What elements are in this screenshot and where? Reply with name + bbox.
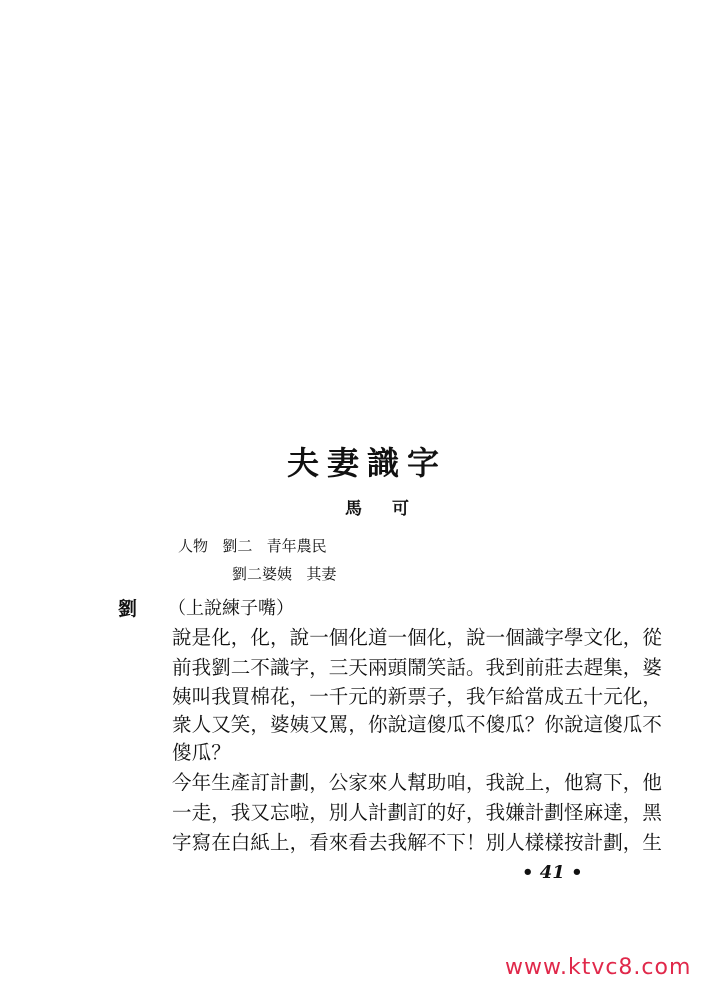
page-title: 夫妻識字 <box>286 444 447 482</box>
text-line: 前我劉二不識字，三天兩頭鬧笑話。我到前莊去趕集，婆 <box>172 656 663 679</box>
text-line: 衆人又笑，婆姨又罵，你說這傻瓜不傻瓜？你說這傻瓜不 <box>172 713 663 736</box>
cast-line-2 <box>232 563 336 584</box>
cast-line-1 <box>178 535 327 556</box>
text-line: 說是化，化，說一個化道一個化，說一個識字學文化，從 <box>172 626 663 649</box>
speaker: 劉 <box>118 598 138 620</box>
cast-name: 劉二婆姨 <box>232 565 293 583</box>
cast-label: 人物 <box>178 537 209 555</box>
text-line: 傻瓜？ <box>172 741 231 764</box>
cast-name: 劉二 <box>222 537 253 555</box>
text-line: 今年生產訂計劃，公家來人幫助咱，我說上，他寫下，他 <box>172 771 663 794</box>
text-line: 字寫在白紙上，看來看去我解不下！別人樣樣按計劃，生 <box>172 831 663 854</box>
cast-desc: 青年農民 <box>266 537 327 555</box>
cast-desc: 其妻 <box>306 565 337 583</box>
author: 馬可 <box>345 499 439 519</box>
text-line: 姨叫我買棉花，一千元的新票子，我乍給當成五十元化， <box>172 685 663 708</box>
page-number: • 41 • <box>522 862 583 883</box>
stage-direction: （上說練子嘴） <box>168 598 294 619</box>
text-line: 一走，我又忘啦，別人計劃訂的好，我嫌計劃怪麻達，黑 <box>172 801 663 824</box>
watermark: www.ktvc8.com <box>505 955 692 980</box>
